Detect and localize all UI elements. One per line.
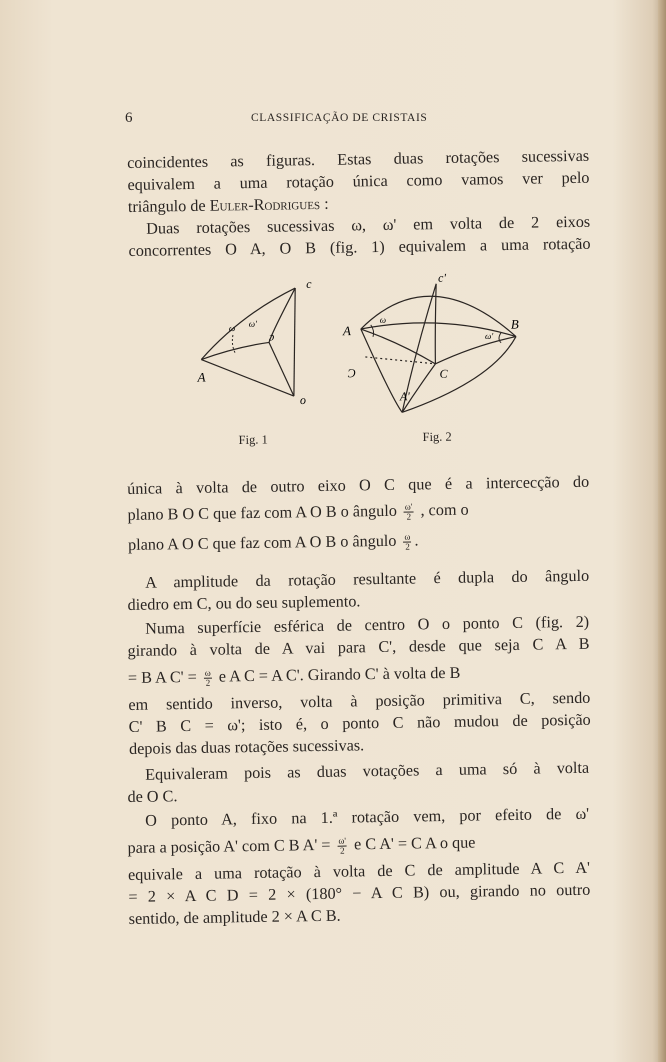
text-span: e A C = A C'. Girando C' à volta de B <box>218 663 461 686</box>
fig2-label-a: A <box>342 323 351 339</box>
fig1-line-ao <box>201 358 294 397</box>
text-line: equivalem a uma rotação única como vamos ver pelo <box>127 168 590 194</box>
fraction-numerator: ω <box>404 531 411 542</box>
figure-1-drawing <box>170 270 552 426</box>
text-span: e C A' = C A o que <box>353 833 476 854</box>
running-title: CLASSIFICAÇÃO DE CRISTAIS <box>251 112 428 124</box>
fig1-line-co <box>292 288 297 396</box>
text-line: única à volta de outro eixo O C que é a intercecção do <box>127 472 590 498</box>
fraction-denominator: 2 <box>405 541 410 552</box>
text-line: coincidentes as figuras. Estas duas rotações sucessivas <box>127 146 590 172</box>
text-line: de O C. <box>127 787 178 806</box>
text-span: : <box>319 194 329 213</box>
paragraph-2 <box>127 471 590 560</box>
fig2-arc-a-c <box>361 328 436 365</box>
fraction-numerator: ω' <box>404 501 413 512</box>
text-line: depois das duas rotações sucessivas. <box>128 736 365 758</box>
text-line: equivale a uma rotação à volta de C de amplitude A C A' <box>127 858 591 884</box>
fraction <box>404 502 414 521</box>
fraction-denominator: 2 <box>406 511 412 522</box>
fig2-lower-arc <box>401 337 517 413</box>
fig1-label-a: A <box>197 369 206 385</box>
text-line: diedro em C, ou do seu suplemento. <box>127 592 361 614</box>
figure-2-caption: Fig. 2 <box>422 429 452 445</box>
fraction-denominator: 2 <box>340 845 345 856</box>
text-line: Equivaleram pois as duas votações a uma só à volta <box>145 758 590 784</box>
fig2-label-omega: ω <box>379 314 387 325</box>
fig2-label-b: B <box>510 316 519 332</box>
fig1-label-o: o <box>299 392 307 407</box>
paragraph-6 <box>127 803 591 930</box>
text-span: plano B O C que faz com A O B o ângulo <box>127 501 398 524</box>
text-line: A amplitude da rotação resultante é dupla do ângulo <box>145 566 590 592</box>
fig1-label-c: c <box>306 276 312 291</box>
fig2-arc-c-b <box>435 337 516 364</box>
author-name: Euler-Rodrigues <box>209 194 321 215</box>
fig2-label-c: C <box>439 366 448 381</box>
paragraph-3 <box>127 565 590 616</box>
text-span: , com o <box>420 500 469 520</box>
fig1-label-b: ɔ <box>268 329 275 344</box>
paragraph-1 <box>127 145 591 262</box>
fig2-left-arc <box>361 328 402 413</box>
text-line: C' B C = ω'; isto é, o ponto C não mudou de posição <box>128 710 591 736</box>
fraction-denominator: 2 <box>205 677 211 688</box>
text-line: sentido, de amplitude 2 × A C B. <box>128 906 341 928</box>
paragraph-4 <box>127 611 591 760</box>
page-edge <box>658 0 666 1062</box>
fraction-numerator: ω' <box>338 835 347 846</box>
text-span: plano A O C que faz com A O B o ângulo <box>127 531 397 554</box>
fig2-arc-c-ap <box>401 364 436 413</box>
text-span: para a posição A' com C B A' = <box>127 835 331 857</box>
text-line <box>128 523 590 560</box>
fig2-label-d: Ɔ <box>347 366 356 381</box>
text-line: girando à volta de A vai para C', desde que seja C A B <box>127 634 590 660</box>
paragraph-5 <box>127 757 590 808</box>
text-span: triângulo de <box>127 196 210 216</box>
fig1-arc-ab <box>201 342 269 359</box>
text-line: concorrentes O A, O B (fig. 1) equivalem a uma rotação <box>128 234 591 260</box>
fig2-label-cp: c' <box>437 270 447 285</box>
text-line: em sentido inverso, volta à posição primitiva C, sendo <box>128 688 591 714</box>
text-line: = 2 × A C D = 2 × (180° − A C B) ou, girando no outro <box>128 880 591 906</box>
text-line: O ponto A, fixo na 1.ª rotação vem, por efeito de ω' <box>145 804 590 830</box>
text-span: . <box>414 531 419 550</box>
fig2-angle-b <box>499 333 501 343</box>
text-line: Numa superfície esférica de centro O o ponto C (fig. 2) <box>145 612 590 638</box>
fraction <box>204 668 212 687</box>
fig2-label-omega-prime: ω' <box>484 330 494 342</box>
page-number: 6 <box>125 110 134 126</box>
fig1-label-omega-prime: ω' <box>248 318 258 329</box>
fig2-label-a-prime: A' <box>399 389 410 404</box>
figures <box>170 270 553 466</box>
fraction <box>337 836 347 855</box>
fraction-numerator: ω <box>204 667 211 678</box>
text-span: = B A C' = <box>127 667 197 687</box>
fraction <box>403 532 411 551</box>
fig1-label-omega: ω <box>228 322 236 334</box>
text-line: Duas rotações sucessivas ω, ω' em volta de 2 eixos <box>146 212 591 238</box>
figure-1-caption: Fig. 1 <box>238 432 268 447</box>
